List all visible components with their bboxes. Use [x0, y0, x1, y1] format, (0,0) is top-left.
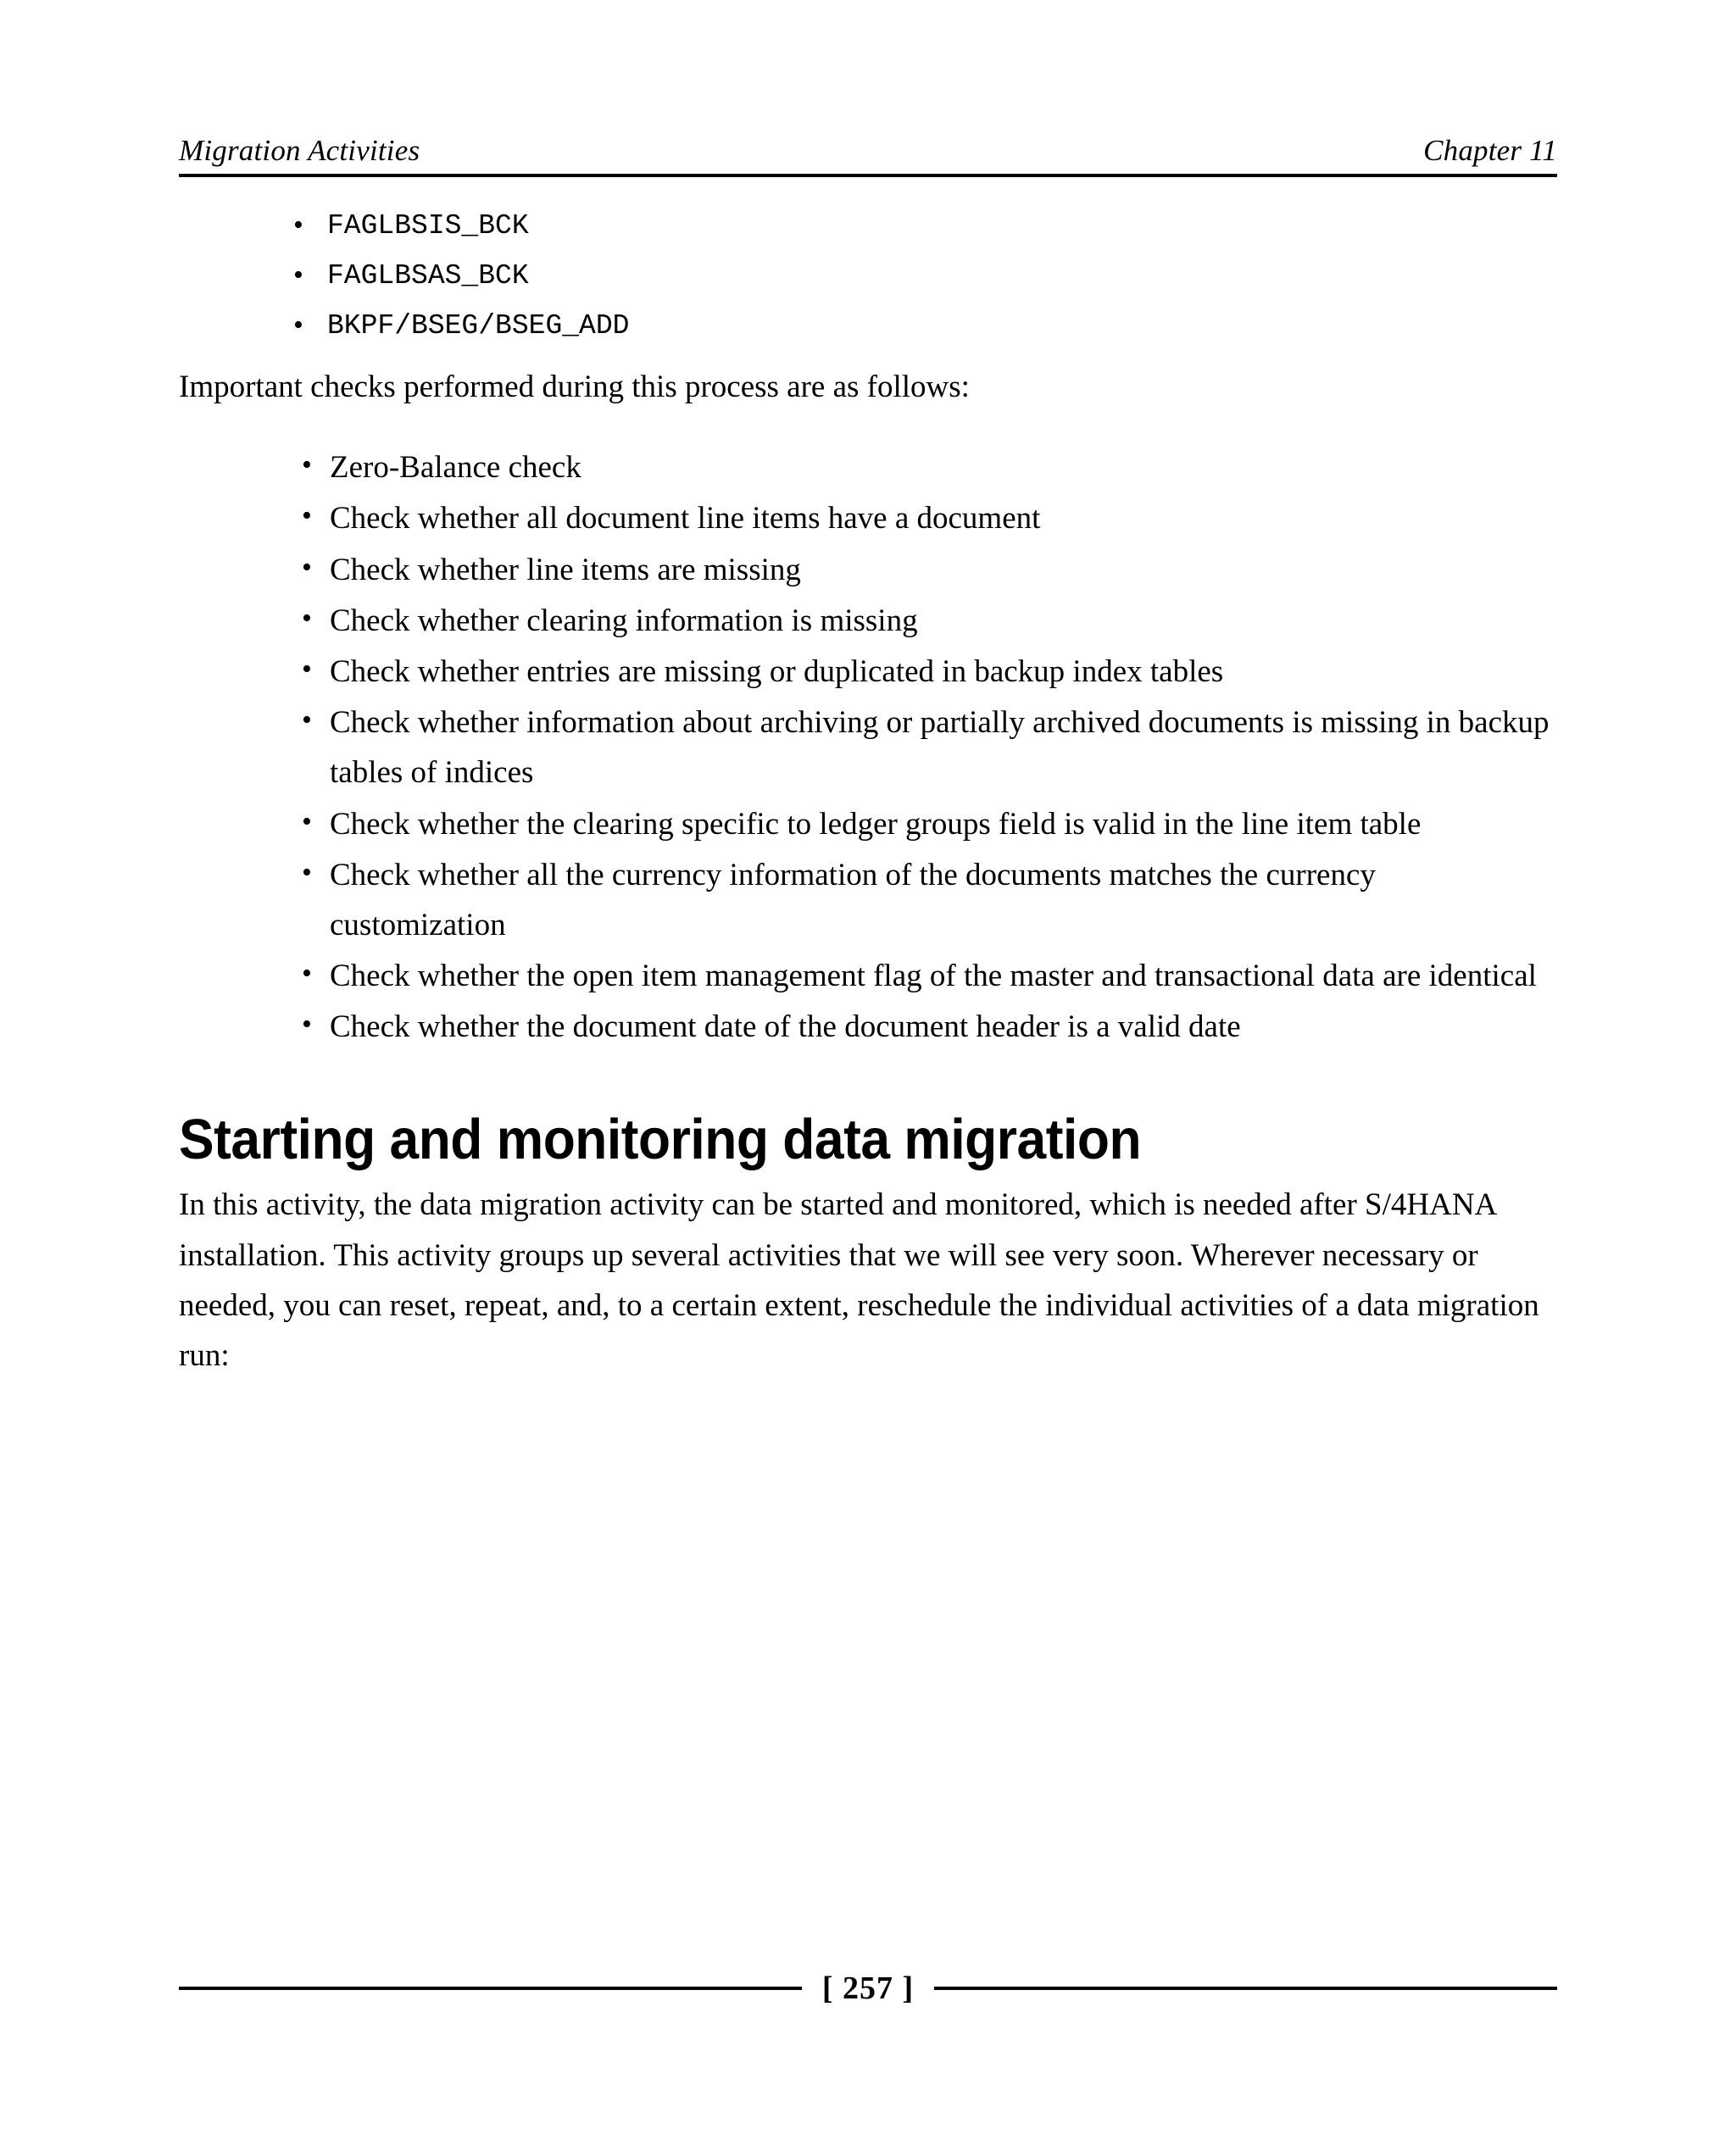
list-item: • Check whether the document date of the document header is a valid date [302, 1002, 1557, 1052]
footer-rule-left [179, 1987, 802, 1990]
running-header [179, 136, 1557, 177]
list-item: • FAGLBSAS_BCK [293, 262, 1557, 290]
list-item: • Check whether the open item management flag of the master and transactional data are identical [302, 951, 1557, 1001]
list-item: • FAGLBSIS_BCK [293, 212, 1557, 240]
intro-paragraph: Important checks performed during this process are as follows: [179, 370, 970, 404]
list-item: • Check whether information about archiving or partially archived documents is missing in backup tables of indices [302, 698, 1557, 798]
list-item: • Check whether all document line items have a document [302, 493, 1557, 543]
header-right-chapter: Chapter 11 [1423, 134, 1557, 167]
page-content [179, 212, 1557, 1381]
list-item: • BKPF/BSEG/BSEG_ADD [293, 312, 1557, 340]
page-footer [179, 1972, 1557, 2004]
list-item: • Check whether entries are missing or duplicated in backup index tables [302, 647, 1557, 697]
checks-list [179, 442, 1557, 1052]
list-item: • Check whether clearing information is missing [302, 596, 1557, 646]
footer-rule-right [934, 1987, 1557, 1990]
list-item: • Zero-Balance check [302, 442, 1557, 492]
header-left-title: Migration Activities [179, 134, 420, 167]
code-table-list [179, 212, 1557, 340]
list-item: • Check whether all the currency information of the documents matches the currency customization [302, 850, 1557, 950]
list-item: • Check whether line items are missing [302, 545, 1557, 595]
page-number: [ 257 ] [821, 1970, 915, 2006]
list-item: • Check whether the clearing specific to ledger groups field is valid in the line item table [302, 799, 1557, 849]
section-paragraph: In this activity, the data migration activity can be started and monitored, which is needed after S/4HANA installation. This activity groups up several activities that we will see very soon. Wherever necessary or needed, you can reset, repeat, and, to a certain extent, reschedule the individual activities of a data migration run: [179, 1187, 1539, 1374]
section-heading: Starting and monitoring data migration [179, 1108, 1142, 1172]
